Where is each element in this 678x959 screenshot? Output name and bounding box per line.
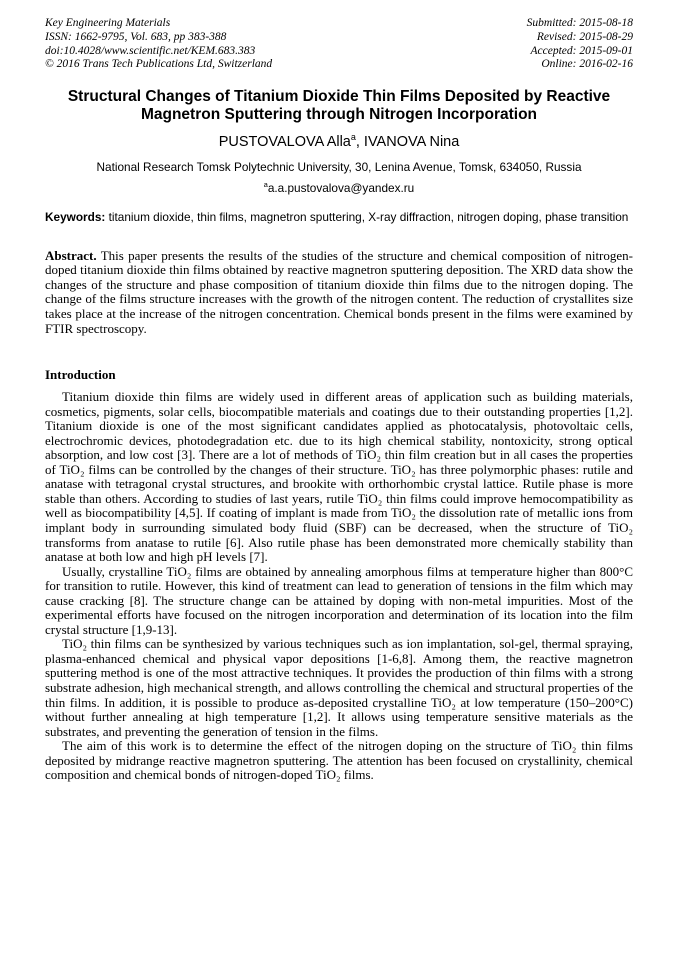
submitted-date: Submitted: 2015-08-18 <box>526 17 633 29</box>
journal-header-left <box>45 17 272 72</box>
keywords-label: Keywords: <box>45 210 106 225</box>
copyright-line: © 2016 Trans Tech Publications Ltd, Switzerland <box>45 58 273 71</box>
issn-volume-line: ISSN: 1662-9795, Vol. 683, pp 383-388 <box>45 30 227 43</box>
introduction-paragraph-2: Usually, crystalline TiO₂ films are obtained by annealing amorphous films at temperature higher than 800°C for transition to rutile. However, this kind of treatment can lead to generation of tensions in the film which may cause cracking [8]. The structure change can be attained by doping with non-metal impurities. Most of the experimental efforts have focused on the nitrogen incorporation and determination of its location into the film crystal structure [1,9-13]. <box>45 563 633 637</box>
author-1-affiliation-mark: a <box>350 132 356 143</box>
email-line <box>45 181 633 195</box>
online-date: Online: 2016-02-16 <box>541 58 633 71</box>
author-1: PUSTOVALOVA Alla <box>218 134 351 151</box>
journal-header <box>45 17 633 72</box>
email-affiliation-mark: a <box>263 180 268 190</box>
abstract-text: This paper presents the results of the studies of the structure and chemical composition of nitrogen-doped titanium dioxide thin films obtained by reactive magnetron sputtering deposition. The XRD data show the changes of the structure and phase composition of titanium dioxide thin films due to the nitrogen doping. The change of the films structure increases with the growth of the nitrogen content. The reduction of crystallites size takes place at the increase of the nitrogen concentration. Chemical bonds present in the films were examined by FTIR spectroscopy. <box>45 247 633 336</box>
introduction-paragraph-1: Titanium dioxide thin films are widely used in different areas of application such as building materials, cosmetics, pigments, solar cells, biocompatible materials and coatings due to their outstanding properties [1,2]. Titanium dioxide is one of the most significant candidates applied as photocatalysis, photovoltaic cells, electrochromic devices, photodegradation etc. due to its high chemical stability, nontoxicity, strong optical absorption, and low cost [3]. There are a lot of methods of TiO₂ thin film creation but in all cases the properties of TiO₂ films can be controlled by the changes of their structure. TiO₂ has three polymorphic phases: rutile and anatase with tetragonal crystal structures, and brookite with orthorhombic crystal lattice. Rutile phase is more stable than others. According to studies of last years, rutile TiO₂ thin films could improve hemocompatibility as well as biocompatibility [4,5]. If coating of implant is made from TiO₂ the dissolution rate of metallic ions from implant body in surrounding simulated body fluid (SBF) can be decreased, when the structure of TiO₂ transforms from anatase to rutile [6]. Also rutile phase has been demonstrated more chemically stability than anatase at both low and high pH levels [7]. <box>45 389 633 565</box>
keywords-text: titanium dioxide, thin films, magnetron sputtering, X-ray diffraction, nitrogen doping, phase transition <box>105 210 629 225</box>
introduction-heading: Introduction <box>45 367 116 383</box>
introduction-paragraph-3: TiO₂ thin films can be synthesized by various techniques such as ion implantation, sol-gel, thermal spraying, plasma-enhanced chemical and physical vapor depositions [1-6,8]. Among them, the reactive magnetron sputtering method is one of the most attractive techniques. It provides the production of thin films with a strong substrate adhesion, high mechanical strength, and allows controlling the chemical and structural properties of the thin films. In addition, it is possible to produce as-deposited crystalline TiO₂ at low temperature (150–200°C) without further annealing at high temperature [1,2]. It allows using temperature sensitive materials as the substrates, and preventing the generation of tension in the films. <box>45 636 633 739</box>
paper-title: Structural Changes of Titanium Dioxide Thin Films Deposited by Reactive Magnetron Sputtering through Nitrogen Incorporation <box>67 88 611 124</box>
revised-date: Revised: 2015-08-29 <box>536 30 633 43</box>
abstract-block <box>45 249 633 336</box>
abstract-label: Abstract. <box>45 247 97 263</box>
journal-name: Key Engineering Materials <box>45 17 171 29</box>
introduction-paragraph-4: The aim of this work is to determine the effect of the nitrogen doping on the structure of TiO₂ thin films deposited by midrange reactive magnetron sputtering. The attention has been focused on crystallinity, chemical composition and chemical bonds of nitrogen-doped TiO₂ films. <box>45 738 633 783</box>
journal-header-dates <box>527 17 633 72</box>
accepted-date: Accepted: 2015-09-01 <box>530 44 633 57</box>
author-2: , IVANOVA Nina <box>355 134 460 151</box>
keywords-block <box>45 210 633 225</box>
email-address: a.a.pustovalova@yandex.ru <box>267 181 415 196</box>
doi-line: doi:10.4028/www.scientific.net/KEM.683.383 <box>45 44 256 57</box>
affiliation-line: National Research Tomsk Polytechnic University, 30, Lenina Avenue, Tomsk, 634050, Russia <box>96 160 582 175</box>
authors-line <box>45 134 633 151</box>
